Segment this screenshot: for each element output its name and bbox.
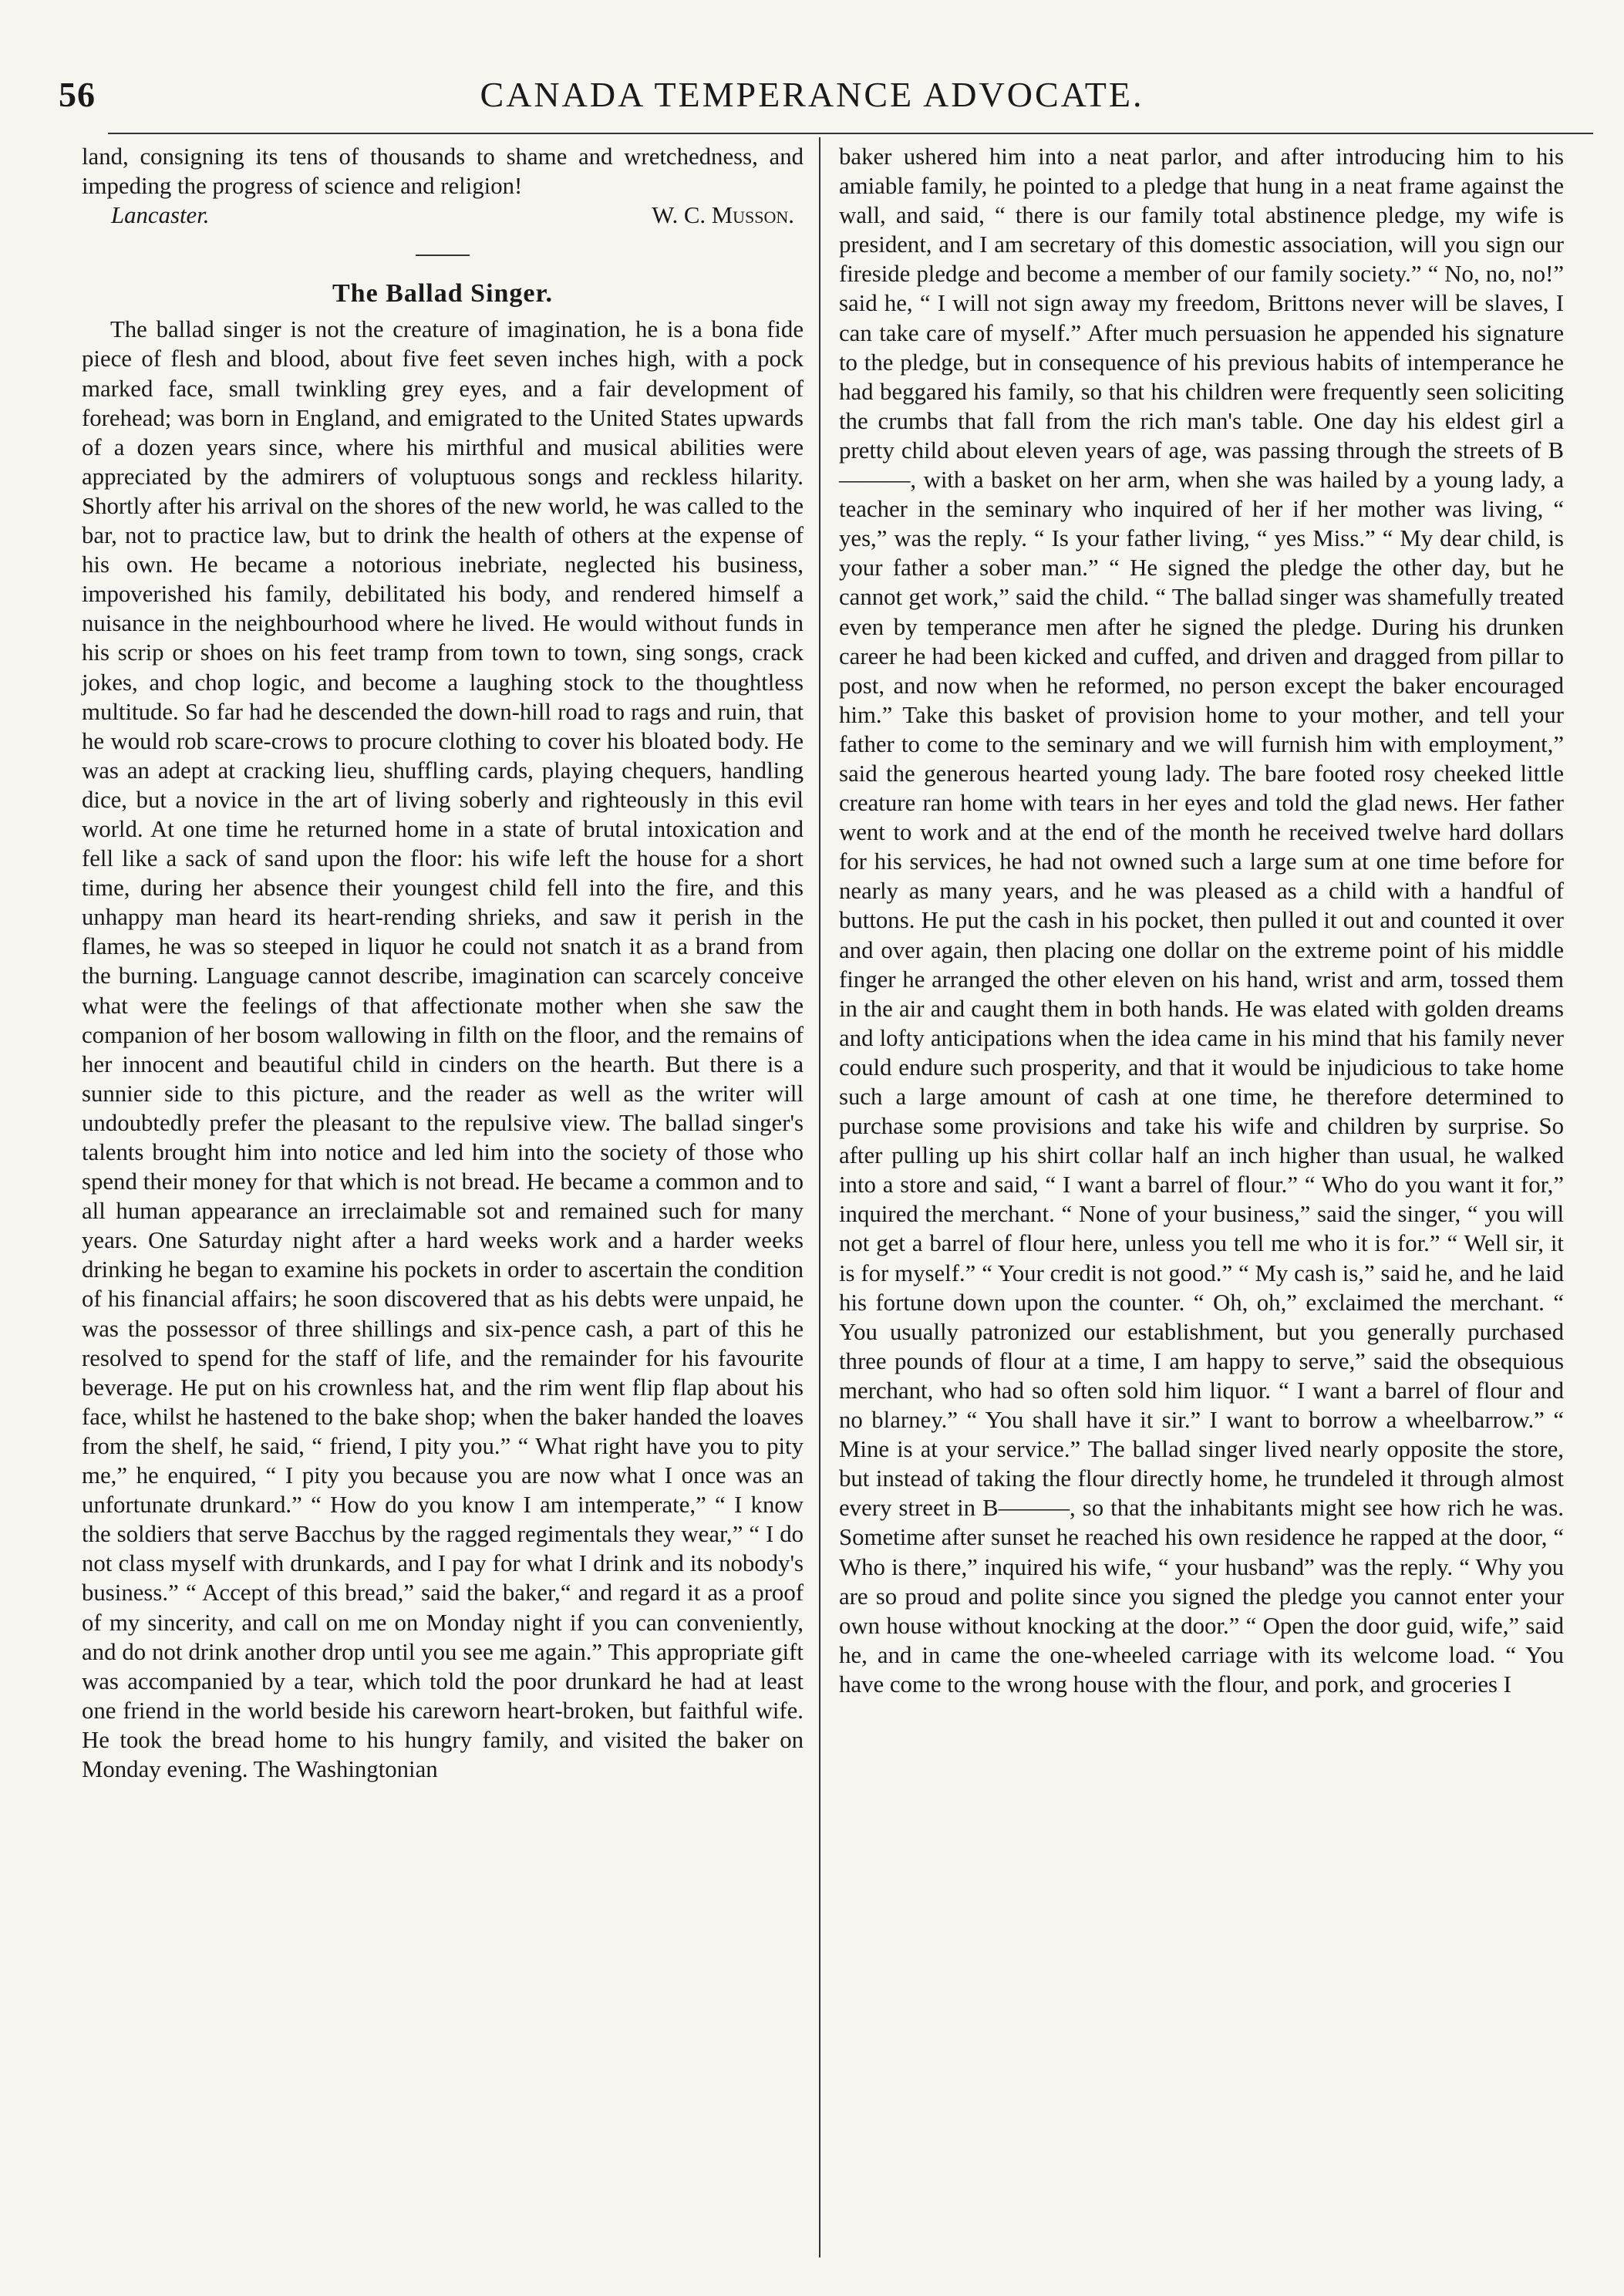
signature-place: Lancaster. [111,202,210,229]
previous-article-closing: land, consigning its tens of thousands to shame and wretchedness, and impeding the progress of science and religion! [82,143,804,200]
left-column [82,142,804,1784]
previous-article-signature [82,201,804,230]
article-body-left: The ballad singer is not the creature of imagination, he is a bona fide piece of flesh and blood, about five feet seven inches high, with a pock marked face, small twinkling grey eyes, and a fair development of forehead; was born in England, and emigrated to the United States upwards of a dozen years since, where his mirthful and musical abilities were appreciated by the admirers of voluptuous songs and reckless hilarity. Shortly after his arrival on the shores of the new world, he was called to the bar, not to practice law, but to drink the health of others at the expense of his own. He became a notorious inebriate, neglected his business, impoverished his family, debilitated his body, and rendered himself a nuisance in the neighbourhood where he lived. He would without funds in his scrip or shoes on his feet tramp from town to town, sing songs, crack jokes, and chop logic, and become a laughing stock to the thoughtless multitude. So far had he descended the down-hill road to rags and ruin, that he would rob scare-crows to procure clothing to cover his bloated body. He was an adept at cracking lieu, shuffling cards, playing chequers, handling dice, but a novice in the art of living soberly and righteously in this evil world. At one time he returned home in a state of brutal intoxication and fell like a sack of sand upon the floor: his wife left the house for a short time, during her absence their youngest child fell into the fire, and this unhappy man heard its heart-rending shrieks, and saw it perish in the flames, he was so steeped in liquor he could not snatch it as a brand from the burning. Language cannot describe, imagination can scarcely conceive what were the feelings of that affectionate mother when she saw the companion of her bosom wallowing in filth on the floor, and the remains of her innocent and beautiful child in cinders on the hearth. But there is a sunnier side to this picture, and the reader as well as the writer will undoubtedly prefer the pleasant to the repulsive view. The ballad singer's talents brought him into notice and led him into the society of those who spend their money for that which is not bread. He became a common and to all human appearance an irreclaimable sot and remained such for many years. One Saturday night after a hard weeks work and a harder weeks drinking he began to examine his pockets in order to ascertain the condition of his financial affairs; he soon discovered that as his debts were unpaid, he was the possessor of three shillings and six-pence cash, a part of this he resolved to spend for the staff of life, and the remainder for his favourite beverage. He put on his crownless hat, and the rim went flip flap about his face, whilst he hastened to the bake shop; when the baker handed the loaves from the shelf, he said, “ friend, I pity you.” “ What right have you to pity me,” he enquired, “ I pity you because you are now what I once was an unfortunate drunkard.” “ How do you know I am intemperate,” “ I know the soldiers that serve Bacchus by the ragged regimentals they wear,” “ I do not class myself with drunkards, and I pay for what I drink and its nobody's business.” “ Accept of this bread,” said the baker,“ and regard it as a proof of my sincerity, and call on me on Monday night if you can conveniently, and do not drink another drop until you see me again.” This appropriate gift was accompanied by a tear, which told the poor drunkard he had at least one friend in the world beside his careworn heart-broken, but faithful wife. He took the bread home to his hungry family, and visited the baker on Monday evening. The Washingtonian [82,316,804,1782]
article-title: The Ballad Singer. [332,279,553,308]
article-body-right: baker ushered him into a neat parlor, and after introducing him to his amiable family, he pointed to a pledge that hung in a neat frame against the wall, and said, “ there is our family total abstinence pledge, my wife is president, and I am secretary of this domestic association, will you sign our fireside pledge and become a member of our family society.” “ No, no, no!” said he, “ I will not sign away my freedom, Brittons never will be slaves, I can take care of myself.” After much persuasion he appended his signature to the pledge, but in consequence of his previous habits of intemperance he had beggared his family, so that his children were frequently seen soliciting the crumbs that fall from the rich man's table. One day his eldest girl a pretty child about eleven years of age, was passing through the streets of B———, with a basket on her arm, when she was hailed by a young lady, a teacher in the seminary who inquired of her if her mother was living, “ yes,” was the reply. “ Is your father living, “ yes Miss.” “ My dear child, is your father a sober man.” “ He signed the pledge the other day, but he cannot get work,” said the child. “ The ballad singer was shamefully treated even by temperance men after he signed the pledge. During his drunken career he had been kicked and cuffed, and driven and dragged from pillar to post, and now when he reformed, no person except the baker encouraged him.” Take this basket of provision home to your mother, and tell your father to come to the seminary and we will furnish him with employment,” said the generous hearted young lady. The bare footed rosy cheeked little creature ran home with tears in her eyes and told the glad news. Her father went to work and at the end of the month he received twelve hard dollars for his services, he had not owned such a large sum at one time before for nearly as many years, and he was pleased as a child with a handful of buttons. He put the cash in his pocket, then pulled it out and counted it over and over again, then placing one dollar on the extreme point of his middle finger he arranged the other eleven on his hand, wrist and arm, tossed them in the air and caught them in both hands. He was elated with golden dreams and lofty anticipations when the idea came in his mind that his family never could endure such prosperity, and that it would be injudicious to take home such a large amount of cash at one time, he therefore determined to purchase some provisions and take his wife and children by surprise. So after pulling up his shirt collar half an inch higher than usual, he walked into a store and said, “ I want a barrel of flour.” “ Who do you want it for,” inquired the merchant. “ None of your business,” said the singer, “ you will not get a barrel of flour here, unless you tell me who it is for.” “ Well sir, it is for myself.” “ Your credit is not good.” “ My cash is,” said he, and he laid his fortune down upon the counter. “ Oh, oh,” exclaimed the merchant. “ You usually patronized our establishment, but you generally purchased three pounds of flour at a time, I am happy to serve,” said the obsequious merchant, who had so often sold him liquor. “ I want a barrel of flour and no blarney.” “ You shall have it sir.” I want to borrow a wheelbarrow.” “ Mine is at your service.” The ballad singer lived nearly opposite the store, but instead of taking the flour directly home, he trundeled it through almost every street in B———, so that the inhabitants might see how rich he was. Sometime after sunset he reached his own residence he rapped at the door, “ Who is there,” inquired his wife, “ your husband” was the reply. “ Why you are so proud and polite since you signed the pledge you cannot enter your own house without knocking at the door.” “ Open the door guid, wife,” said he, and in came the one-wheeled carriage with its welcome load. “ You have come to the wrong house with the flour, and pork, and groceries I [839,143,1564,1698]
signature-author: W. C. Musson. [652,202,794,229]
page-number: 56 [59,75,96,114]
right-column [839,142,1564,1699]
header-rule [108,133,1593,134]
running-title: CANADA TEMPERANCE ADVOCATE. [480,75,1144,114]
article-separator [416,255,470,256]
column-divider [819,137,820,2257]
